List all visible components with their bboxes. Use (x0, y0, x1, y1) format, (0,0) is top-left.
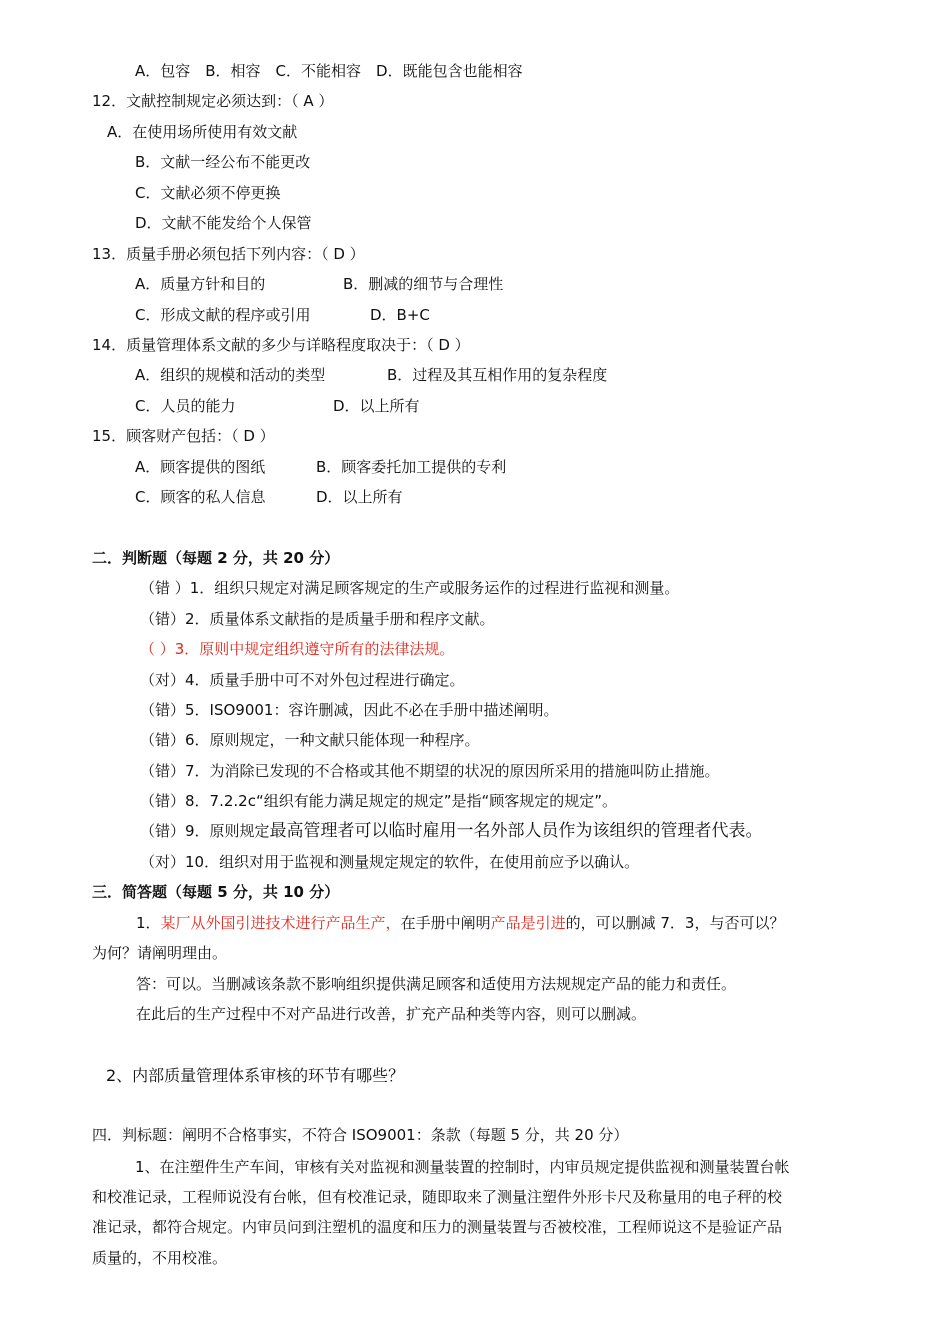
tf-item-2: （错）2．质量体系文献指的是质量手册和程序文献。 (140, 610, 495, 628)
q12-option-a: A．在使用场所使用有效文献 (107, 123, 298, 141)
tf-item-5: （错）5．ISO9001：容许删减，因此不必在手册中描述阐明。 (140, 701, 559, 719)
q14-question: 14．质量管理体系文献的多少与详略程度取决于：（ D ） (92, 336, 470, 354)
q12-question: 12．文献控制规定必须达到：（ A ） (92, 92, 334, 110)
sa-question-1 (136, 912, 784, 934)
tf-item-1: （错 ）1．组织只规定对满足顾客规定的生产或服务运作的过程进行监视和测量。 (140, 579, 680, 597)
q14-option-d: D．以上所有 (333, 397, 420, 415)
sa-q1-highlight-2: 产品是引进 (490, 914, 566, 932)
tf-item-10: （对）10．组织对用于监视和测量规定规定的软件，在使用前应予以确认。 (140, 853, 640, 871)
q12-option-b: B．文献一经公布不能更改 (135, 153, 311, 171)
section2-heading: 二．判断题（每题 2 分，共 20 分） (92, 549, 340, 567)
tf-item-7: （错）7．为消除已发现的不合格或其他不期望的状况的原因所采用的措施叫防止措施。 (140, 762, 720, 780)
q13-option-b: B．删减的细节与合理性 (343, 275, 504, 293)
q11-options: A．包容 B．相容 C．不能相容 D．既能包含也能相容 (135, 62, 523, 80)
sa-q1-end: 的，可以删减 7．3，与否可以？ (565, 914, 785, 932)
q12-option-d: D．文献不能发给个人保管 (135, 214, 312, 232)
tf-item-8: （错）8．7.2.2c“组织有能力满足规定的规定”是指“顾客规定的规定”。 (140, 792, 618, 810)
sa-q1-middle: 在手册中阐明 (400, 914, 491, 932)
q15-option-c: C．顾客的私人信息 (135, 488, 266, 506)
tf-item-9-rest: 最高管理者可以临时雇用一名外部人员作为该组织的管理者代表。 (269, 821, 763, 841)
tf-item-9 (140, 820, 763, 842)
q13-question: 13．质量手册必须包括下列内容：（ D ） (92, 245, 365, 263)
sa-q1-highlight-1: 某厂从外国引进技术进行产品生产， (160, 914, 401, 932)
tf-item-6: （错）6．原则规定，一种文献只能体现一种程序。 (140, 731, 480, 749)
sa-answer-2: 在此后的生产过程中不对产品进行改善，扩充产品种类等内容，则可以删减。 (136, 1005, 647, 1023)
q12-option-c: C．文献必须不停更换 (135, 184, 281, 202)
q15-question: 15．顾客财产包括：（ D ） (92, 427, 275, 445)
tf-item-3: （ ）3．原则中规定组织遵守所有的法律法规。 (140, 640, 455, 658)
q14-option-c: C．人员的能力 (135, 397, 236, 415)
s4-paragraph-line-1: 1、在注塑件生产车间，审核有关对监视和测量装置的控制时，内审员规定提供监视和测量装置台帐 (135, 1158, 790, 1176)
s4-paragraph-line-3: 准记录，都符合规定。内审员问到注塑机的温度和压力的测量装置与否被校准，工程师说这不是验证产品 (92, 1218, 783, 1236)
q13-option-a: A．质量方针和目的 (135, 275, 266, 293)
q13-option-c: C．形成文献的程序或引用 (135, 306, 311, 324)
q14-option-a: A．组织的规模和活动的类型 (135, 366, 326, 384)
section3-heading: 三．简答题（每题 5 分，共 10 分） (92, 883, 340, 901)
section4-heading: 四．判标题：阐明不合格事实，不符合 ISO9001：条款（每题 5 分，共 20 分） (92, 1126, 629, 1144)
q15-option-b: B．顾客委托加工提供的专利 (316, 458, 507, 476)
tf-item-4: （对）4．质量手册中可不对外包过程进行确定。 (140, 671, 465, 689)
sa-q1-number: 1． (136, 914, 161, 932)
tf-item-9-prefix: （错）9．原则规定 (140, 822, 270, 840)
sa-question-1-line-2: 为何？请阐明理由。 (92, 944, 228, 962)
q14-option-b: B．过程及其互相作用的复杂程度 (387, 366, 608, 384)
q15-option-a: A．顾客提供的图纸 (135, 458, 266, 476)
q13-option-d: D．B+C (370, 306, 430, 324)
s4-paragraph-line-4: 质量的，不用校准。 (92, 1249, 228, 1267)
sa-question-2: 2、内部质量管理体系审核的环节有哪些？ (106, 1066, 405, 1085)
sa-answer-1: 答：可以。当删减该条款不影响组织提供满足顾客和适使用方法规规定产品的能力和责任。 (136, 975, 737, 993)
s4-paragraph-line-2: 和校准记录，工程师说没有台帐，但有校准记录，随即取来了测量注塑件外形卡尺及称量用的电子秤的校 (92, 1188, 783, 1206)
q15-option-d: D．以上所有 (316, 488, 403, 506)
